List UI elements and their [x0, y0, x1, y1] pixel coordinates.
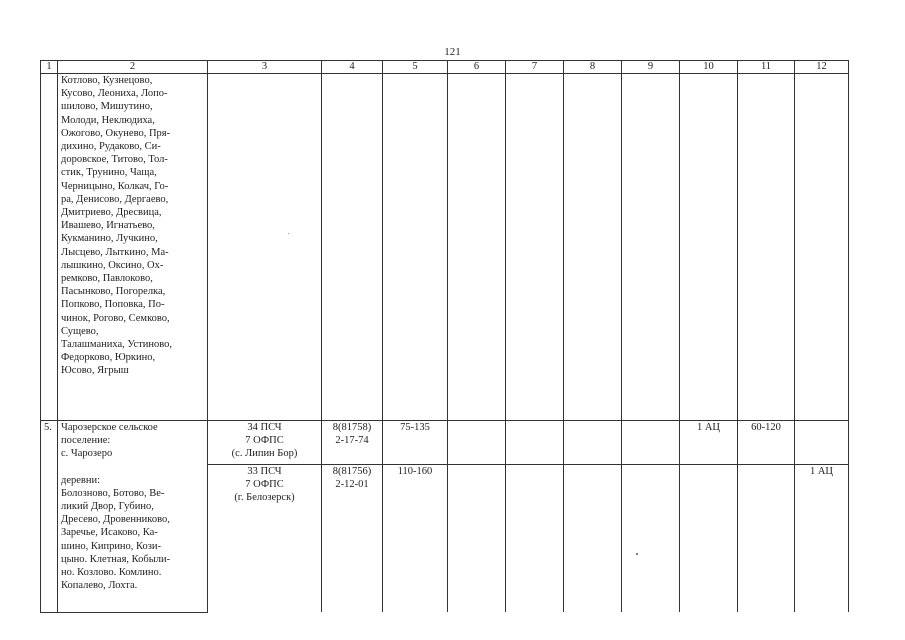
empty-cell: [680, 74, 738, 421]
page-number: 121: [444, 46, 461, 58]
phone-number: 8(81758) 2-17-74: [332, 422, 372, 447]
column-number: 3: [208, 61, 322, 74]
col11-cell: [738, 465, 795, 613]
col12-cell: 1 АЦ: [795, 465, 849, 613]
col10-cell: 1 АЦ: [680, 421, 738, 465]
phone-cell: [322, 421, 383, 465]
scan-speck: [288, 233, 289, 234]
col5-cell: 75-135: [383, 421, 448, 465]
table-row: [41, 74, 849, 421]
col12-cell: [795, 421, 849, 465]
column-number: 9: [622, 61, 680, 74]
settlement-header: Чарозерское сельское поселение: с. Чарозеро: [61, 422, 158, 460]
empty-cell: [795, 74, 849, 421]
empty-cell: [564, 421, 622, 465]
empty-cell: [622, 421, 680, 465]
col5-cell: 110-160: [383, 465, 448, 613]
column-number: 11: [738, 61, 795, 74]
document-table: [40, 60, 849, 613]
empty-cell: [383, 74, 448, 421]
phone-number: 8(81756) 2-12-01: [332, 466, 372, 491]
empty-cell: [448, 74, 506, 421]
column-number: 6: [448, 61, 506, 74]
table-row: [41, 421, 849, 465]
empty-cell: [322, 74, 383, 421]
fire-station-cell: [208, 465, 322, 613]
empty-cell: [506, 421, 564, 465]
settlement-cell: [58, 421, 208, 613]
empty-cell: [564, 74, 622, 421]
column-number: 2: [58, 61, 208, 74]
fire-station-cell: [208, 421, 322, 465]
empty-cell: [208, 74, 322, 421]
column-number: 8: [564, 61, 622, 74]
column-number: 1: [41, 61, 58, 74]
fire-station: 33 ПСЧ 7 ОФПС (г. Белозерск): [234, 466, 295, 504]
fire-station: 34 ПСЧ 7 ОФПС (с. Липин Бор): [231, 422, 298, 460]
empty-cell: [448, 465, 506, 613]
row-number-cell: [41, 74, 58, 421]
column-number: 5: [383, 61, 448, 74]
empty-cell: [448, 421, 506, 465]
scan-speck: [636, 553, 638, 555]
empty-cell: [738, 74, 795, 421]
col10-cell: [680, 465, 738, 613]
villages-list: деревни: Болозново, Ботово, Ве- ликий Двор, Губино, Дресево, Дровенниково, Заречье, Исаково, Ка- шино, Киприно, Кози- цыно. Клетная, Кобыли- но. Козлово. Комлино. Копалево, Лохта.: [61, 474, 171, 592]
column-number: 7: [506, 61, 564, 74]
col11-cell: 60-120: [738, 421, 795, 465]
column-number-row: [41, 61, 849, 74]
empty-cell: [622, 74, 680, 421]
column-number: 4: [322, 61, 383, 74]
phone-cell: [322, 465, 383, 613]
column-number: 12: [795, 61, 849, 74]
settlements-cell: [58, 74, 208, 421]
empty-cell: [622, 465, 680, 613]
row-number-cell: 5.: [41, 421, 58, 613]
settlements-list: Котлово, Кузнецово, Кусово, Леониха, Лопо- шилово, Мишутино, Молоди, Неклюдиха, Ожогово, Окунево, Пря- дихино, Рудаково, Си- доровское, Титово, Тол- стик, Трунино, Чаща, Черницыно, Колкач, Го- ра, Денисово, Дергаево, Дмитриево, Дресвица, Ивашево, Игнатьево, Кукманино, Лучкино, Лысцево, Лыткино, Ма- лышкино, Оксино, Ох- ремково, Павлоково, Пасынково, Погорелка, Попково, Поповка, По- чинок, Рогово, Семково, Сущево, Талашманиха, Устиново, Федорково, Юркино, Юсово, Ягрыш: [61, 75, 173, 377]
empty-cell: [506, 74, 564, 421]
empty-cell: [564, 465, 622, 613]
column-number: 10: [680, 61, 738, 74]
empty-cell: [506, 465, 564, 613]
